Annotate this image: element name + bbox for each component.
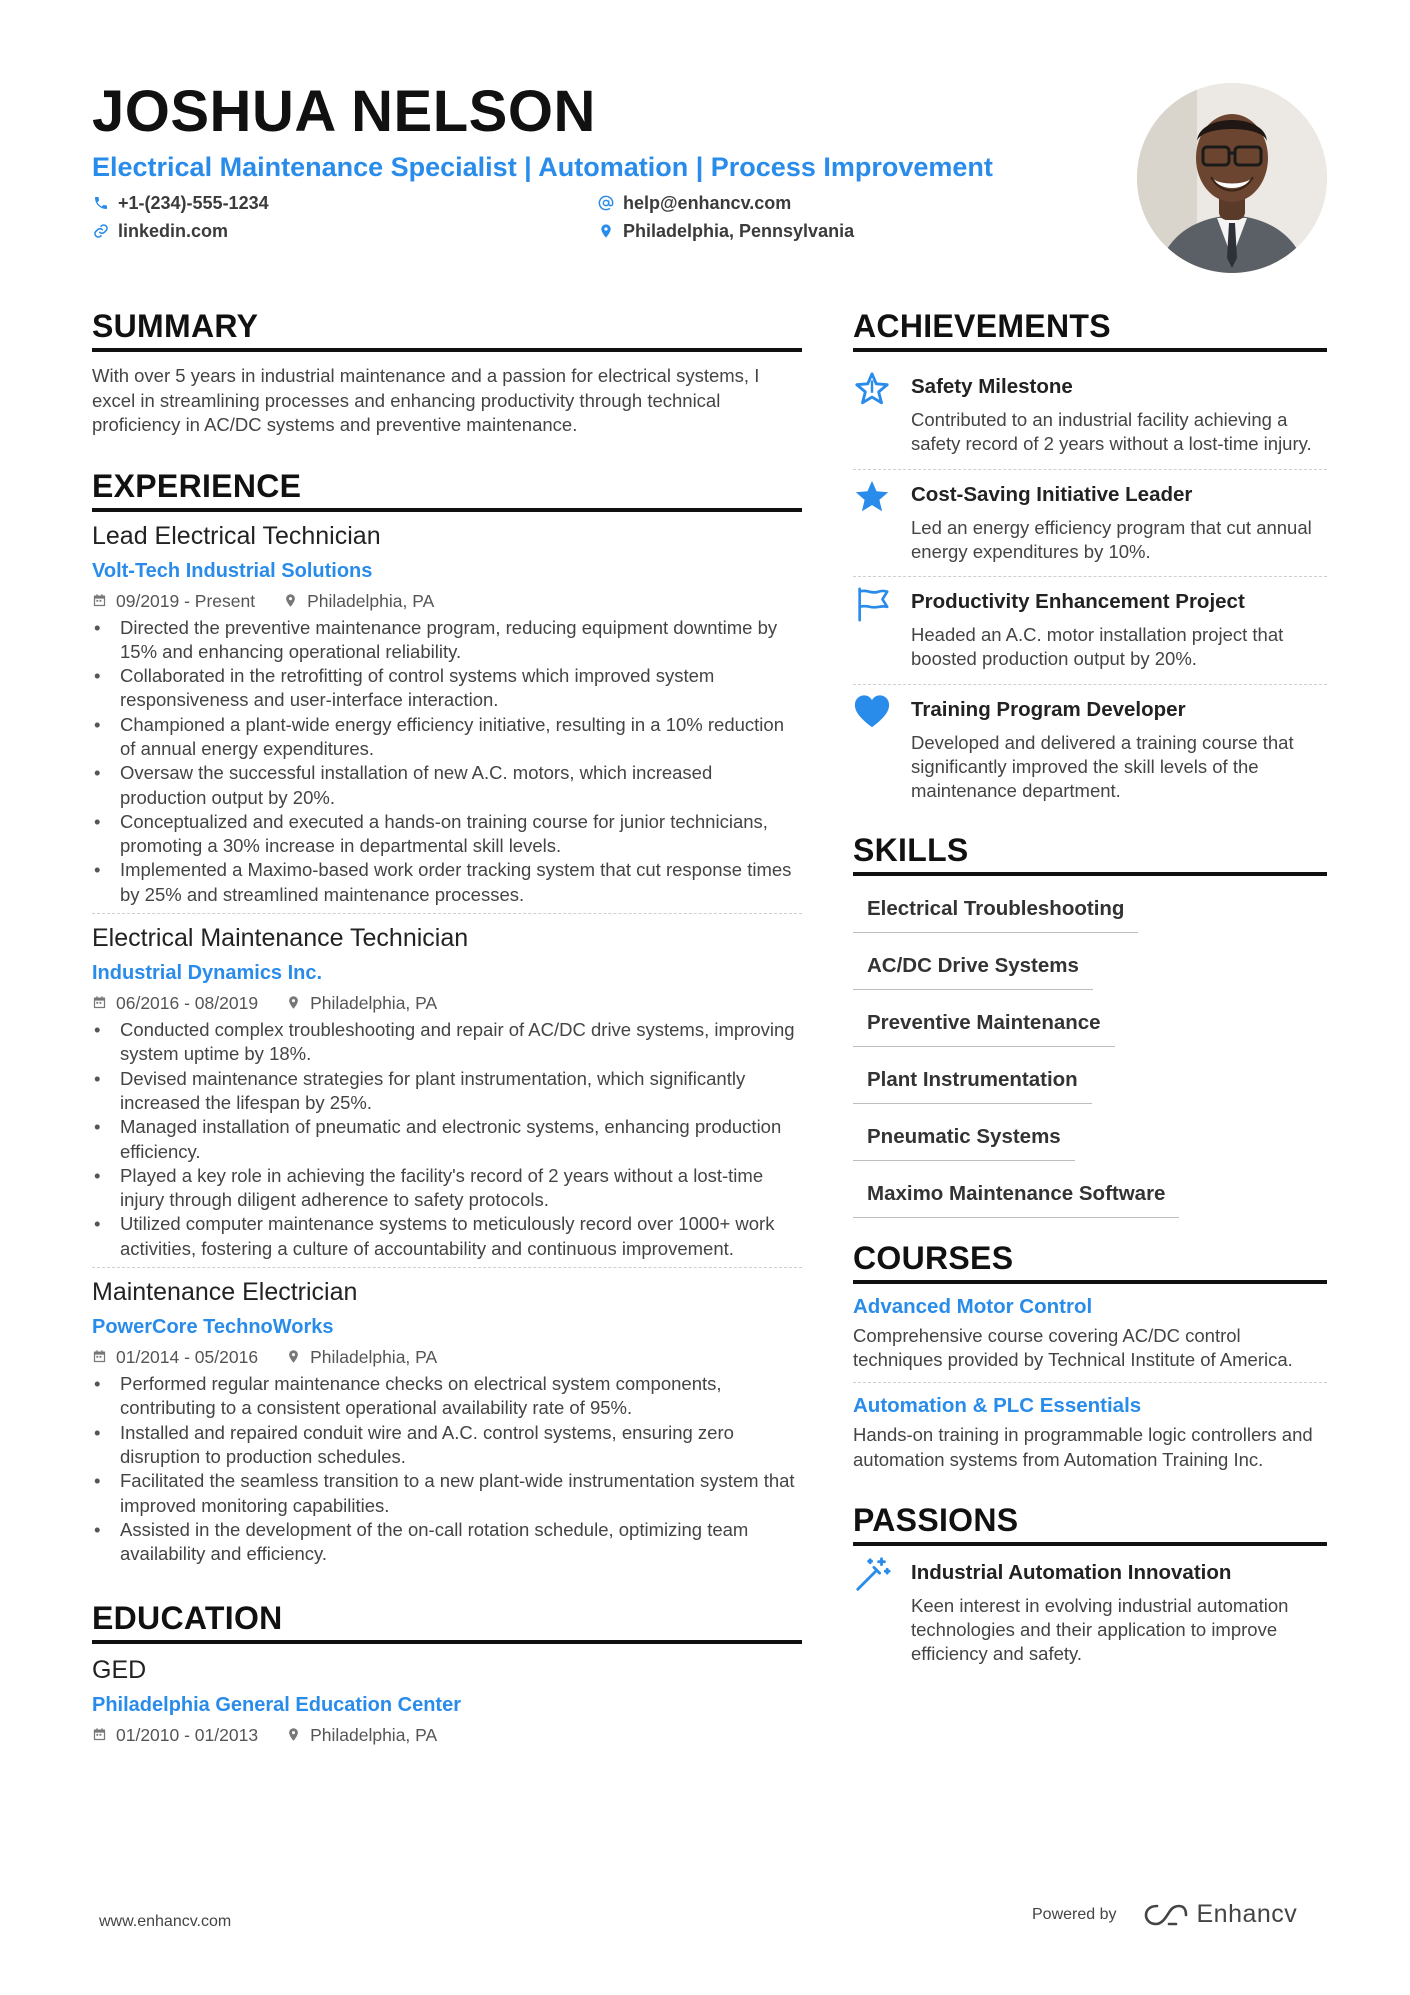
job-dates: 01/2014 - 05/2016 bbox=[116, 1347, 259, 1368]
bullet-item: • Devised maintenance strategies for plant instrumentation, which significantly increased the lifespan by 25%. bbox=[92, 1067, 802, 1116]
footer-branding bbox=[1032, 1900, 1297, 1929]
candidate-headline: Electrical Maintenance Specialist | Automation | Process Improvement bbox=[92, 152, 993, 182]
bullet-item: • Directed the preventive maintenance program, reducing equipment downtime by 15% and enhancing operational reliability. bbox=[92, 616, 802, 665]
achievement-desc: Headed an A.C. motor installation project that boosted production output by 20%. bbox=[911, 624, 1284, 670]
skills-section bbox=[853, 830, 1327, 1230]
bullet-item: • Performed regular maintenance checks on electrical system components, contributing to a consistent operational availability rate of 95%. bbox=[92, 1372, 802, 1421]
job-entry bbox=[92, 922, 802, 1268]
skill-tag: Electrical Troubleshooting bbox=[853, 888, 1138, 933]
location-pin-icon bbox=[286, 995, 302, 1011]
location-pin-icon bbox=[597, 222, 615, 240]
candidate-name: JOSHUA NELSON bbox=[92, 79, 596, 144]
education-school: Philadelphia General Education Center bbox=[92, 1694, 461, 1717]
job-title: Electrical Maintenance Technician bbox=[92, 924, 469, 953]
left-column bbox=[92, 306, 802, 1746]
skill-tag: Preventive Maintenance bbox=[853, 1002, 1115, 1047]
bullet-item: • Utilized computer maintenance systems to meticulously record over 1000+ work activities, fostering a culture of accountability and continuous improvement. bbox=[92, 1212, 802, 1261]
bullet-item: • Managed installation of pneumatic and electronic systems, enhancing production efficiency. bbox=[92, 1115, 802, 1164]
flag-icon bbox=[853, 583, 911, 672]
passions-heading: PASSIONS bbox=[853, 1500, 1327, 1546]
bullet-item: • Oversaw the successful installation of new A.C. motors, which increased production output by 20%. bbox=[92, 761, 802, 810]
phone-icon bbox=[92, 194, 110, 212]
job-meta bbox=[92, 590, 802, 612]
calendar-icon bbox=[92, 1349, 108, 1365]
bullet-item: • Assisted in the development of the on-call rotation schedule, optimizing team availability and efficiency. bbox=[92, 1518, 802, 1567]
job-title: Maintenance Electrician bbox=[92, 1278, 358, 1307]
contact-info bbox=[92, 192, 1092, 242]
location-pin-icon bbox=[286, 1349, 302, 1365]
job-location: Philadelphia, PA bbox=[310, 1347, 438, 1368]
job-title: Lead Electrical Technician bbox=[92, 521, 381, 550]
achievement-item bbox=[853, 577, 1327, 685]
achievement-desc: Contributed to an industrial facility achieving a safety record of 2 years without a lost-time injury. bbox=[911, 409, 1312, 455]
achievement-item bbox=[853, 470, 1327, 578]
education-meta bbox=[92, 1724, 802, 1746]
footer-website[interactable]: www.enhancv.com bbox=[99, 1913, 232, 1930]
job-dates: 06/2016 - 08/2019 bbox=[116, 993, 259, 1014]
course-item bbox=[853, 1284, 1327, 1384]
achievement-item bbox=[853, 362, 1327, 470]
job-location: Philadelphia, PA bbox=[307, 590, 435, 611]
job-location: Philadelphia, PA bbox=[310, 993, 438, 1014]
contact-email[interactable] bbox=[597, 192, 997, 214]
star-outline-icon bbox=[853, 368, 911, 457]
achievements-list bbox=[853, 362, 1327, 816]
heart-icon bbox=[853, 691, 911, 804]
achievement-item bbox=[853, 685, 1327, 816]
skill-tag: AC/DC Drive Systems bbox=[853, 945, 1093, 990]
calendar-icon bbox=[92, 593, 108, 609]
email-text: help@enhancv.com bbox=[623, 193, 792, 213]
link-icon bbox=[92, 222, 110, 240]
linkedin-text: linkedin.com bbox=[118, 221, 229, 241]
profile-photo bbox=[1137, 83, 1327, 273]
achievement-title: Training Program Developer bbox=[911, 697, 1186, 721]
experience-section bbox=[92, 466, 802, 1573]
job-bullets bbox=[92, 1372, 802, 1566]
job-meta bbox=[92, 1346, 802, 1368]
skills-heading: SKILLS bbox=[853, 830, 1327, 876]
bullet-item: • Facilitated the seamless transition to a new plant-wide instrumentation system that improved monitoring capabilities. bbox=[92, 1469, 802, 1518]
passion-item bbox=[853, 1546, 1327, 1667]
job-company: Volt-Tech Industrial Solutions bbox=[92, 559, 373, 582]
contact-linkedin[interactable] bbox=[92, 220, 597, 242]
bullet-item: • Conceptualized and executed a hands-on training course for junior technicians, promoting a 30% increase in departmental skill levels. bbox=[92, 810, 802, 859]
bullet-item: • Conducted complex troubleshooting and repair of AC/DC drive systems, improving system uptime by 18%. bbox=[92, 1018, 802, 1067]
phone-text: +1-(234)-555-1234 bbox=[118, 193, 269, 213]
achievement-desc: Developed and delivered a training course that significantly improved the skill levels of the maintenance department. bbox=[911, 731, 1294, 802]
job-company: PowerCore TechnoWorks bbox=[92, 1316, 334, 1339]
magic-wand-icon bbox=[853, 1554, 911, 1667]
bullet-item: • Played a key role in achieving the facility's record of 2 years without a lost-time injury through diligent adherence to safety protocols. bbox=[92, 1164, 802, 1213]
bullet-item: • Installed and repaired conduit wire and A.C. control systems, ensuring zero disruption to production schedules. bbox=[92, 1421, 802, 1470]
achievement-title: Safety Milestone bbox=[911, 375, 1073, 398]
job-company: Industrial Dynamics Inc. bbox=[92, 962, 323, 985]
job-bullets bbox=[92, 1018, 802, 1261]
education-dates: 01/2010 - 01/2013 bbox=[116, 1725, 259, 1746]
location-text: Philadelphia, Pennsylvania bbox=[623, 221, 855, 241]
achievements-section bbox=[853, 306, 1327, 816]
experience-heading: EXPERIENCE bbox=[92, 466, 802, 512]
skill-tag: Pneumatic Systems bbox=[853, 1116, 1075, 1161]
education-degree: GED bbox=[92, 1656, 147, 1685]
location-pin-icon bbox=[283, 593, 299, 609]
calendar-icon bbox=[92, 995, 108, 1011]
job-meta bbox=[92, 992, 802, 1014]
enhancv-logo-icon bbox=[1143, 1902, 1189, 1928]
achievement-title: Productivity Enhancement Project bbox=[911, 590, 1245, 614]
at-icon bbox=[597, 194, 615, 212]
summary-heading: SUMMARY bbox=[92, 306, 802, 352]
course-title: Advanced Motor Control bbox=[853, 1294, 1093, 1318]
job-bullets bbox=[92, 616, 802, 908]
courses-heading: COURSES bbox=[853, 1238, 1327, 1284]
summary-text: With over 5 years in industrial maintenance and a passion for electrical systems, I excel in streamlining processes and enhancing productivity through technical proficiency in AC/DC systems and preventive maintenance. bbox=[92, 365, 760, 435]
skills-list bbox=[853, 888, 1327, 1230]
education-section bbox=[92, 1598, 802, 1746]
course-desc: Hands-on training in programmable logic controllers and automation systems from Automation Training Inc. bbox=[853, 1424, 1313, 1470]
course-item bbox=[853, 1383, 1327, 1482]
star-icon bbox=[853, 476, 911, 565]
location-pin-icon bbox=[286, 1727, 302, 1743]
right-column bbox=[853, 306, 1327, 1667]
passion-desc: Keen interest in evolving industrial automation technologies and their application to improve efficiency and safety. bbox=[911, 1594, 1289, 1665]
job-entry bbox=[92, 520, 802, 915]
brand-name: Enhancv bbox=[1196, 1900, 1298, 1928]
powered-by-text: Powered by bbox=[1032, 1905, 1117, 1923]
passion-title: Industrial Automation Innovation bbox=[911, 1560, 1232, 1584]
achievement-title: Cost-Saving Initiative Leader bbox=[911, 482, 1193, 506]
achievement-desc: Led an energy efficiency program that cut annual energy expenditures by 10%. bbox=[911, 516, 1312, 562]
job-entry bbox=[92, 1276, 802, 1572]
calendar-icon bbox=[92, 1727, 108, 1743]
job-dates: 09/2019 - Present bbox=[116, 590, 256, 611]
courses-section bbox=[853, 1238, 1327, 1482]
skill-tag: Maximo Maintenance Software bbox=[853, 1173, 1179, 1218]
education-heading: EDUCATION bbox=[92, 1598, 802, 1644]
passions-section bbox=[853, 1500, 1327, 1667]
summary-section bbox=[92, 306, 802, 438]
enhancv-logo[interactable] bbox=[1143, 1900, 1298, 1929]
contact-location bbox=[597, 220, 997, 242]
skill-tag: Plant Instrumentation bbox=[853, 1059, 1092, 1104]
bullet-item: • Implemented a Maximo-based work order tracking system that cut response times by 25% and streamlined maintenance processes. bbox=[92, 858, 802, 907]
education-location: Philadelphia, PA bbox=[310, 1725, 438, 1746]
bullet-item: • Collaborated in the retrofitting of control systems which improved system responsiveness and user-interface interaction. bbox=[92, 664, 802, 713]
contact-phone[interactable] bbox=[92, 192, 597, 214]
bullet-item: • Championed a plant-wide energy efficiency initiative, resulting in a 10% reduction of annual energy expenditures. bbox=[92, 713, 802, 762]
course-desc: Comprehensive course covering AC/DC control techniques provided by Technical Institute of America. bbox=[853, 1324, 1293, 1370]
course-title: Automation & PLC Essentials bbox=[853, 1394, 1142, 1418]
resume-header bbox=[92, 80, 1092, 242]
achievements-heading: ACHIEVEMENTS bbox=[853, 306, 1327, 352]
